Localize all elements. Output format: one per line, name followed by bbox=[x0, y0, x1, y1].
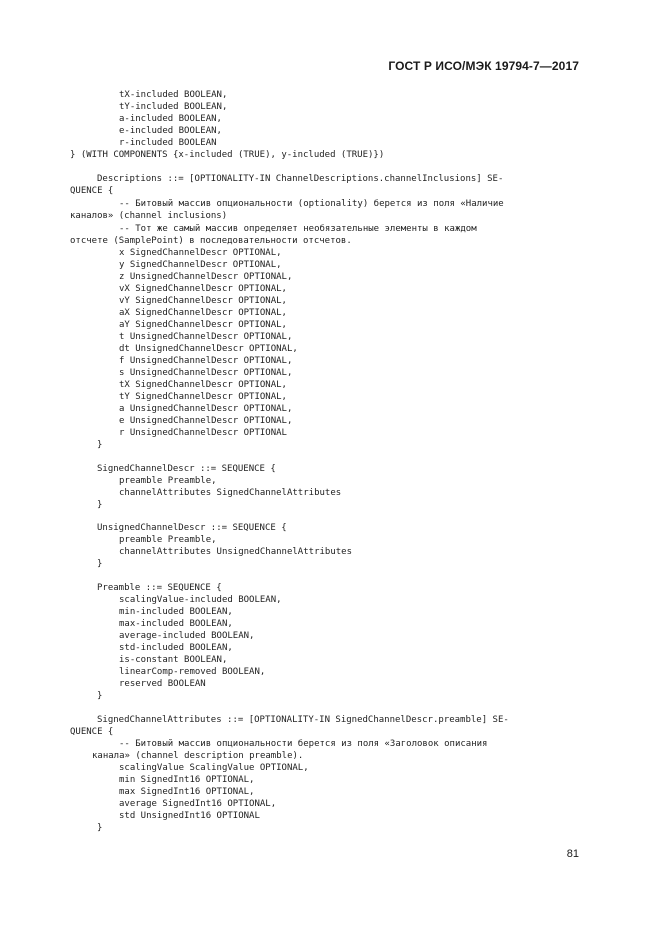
code-line: min SignedInt16 OPTIONAL, bbox=[119, 775, 255, 785]
code-line: Preamble ::= SEQUENCE { bbox=[97, 583, 222, 593]
code-line: aY SignedChannelDescr OPTIONAL, bbox=[119, 320, 287, 330]
code-line: tX SignedChannelDescr OPTIONAL, bbox=[119, 380, 287, 390]
code-line: max SignedInt16 OPTIONAL, bbox=[119, 787, 255, 797]
code-line: x SignedChannelDescr OPTIONAL, bbox=[119, 248, 282, 258]
code-line: linearComp-removed BOOLEAN, bbox=[119, 667, 266, 677]
code-line: preamble Preamble, bbox=[119, 476, 217, 486]
code-line: scalingValue-included BOOLEAN, bbox=[119, 595, 282, 605]
code-line: r UnsignedChannelDescr OPTIONAL bbox=[119, 428, 287, 438]
code-line: average-included BOOLEAN, bbox=[119, 631, 255, 641]
code-line: -- Тот же самый массив определяет необязательные элементы в каждом bbox=[119, 224, 477, 234]
code-line: tX-included BOOLEAN, bbox=[119, 90, 228, 100]
code-line: max-included BOOLEAN, bbox=[119, 619, 233, 629]
code-line: a-included BOOLEAN, bbox=[119, 114, 222, 124]
code-line: f UnsignedChannelDescr OPTIONAL, bbox=[119, 356, 293, 366]
code-line: min-included BOOLEAN, bbox=[119, 607, 233, 617]
code-line: } bbox=[97, 559, 103, 569]
code-line: e UnsignedChannelDescr OPTIONAL, bbox=[119, 416, 293, 426]
page-number: 81 bbox=[566, 848, 579, 860]
code-line: } bbox=[97, 823, 103, 833]
code-line: } (WITH COMPONENTS {x-included (TRUE), y-included (TRUE)}) bbox=[70, 150, 385, 160]
code-line: e-included BOOLEAN, bbox=[119, 126, 222, 136]
code-line: tY-included BOOLEAN, bbox=[119, 102, 228, 112]
code-line: channelAttributes SignedChannelAttributes bbox=[119, 488, 342, 498]
code-line: z UnsignedChannelDescr OPTIONAL, bbox=[119, 272, 293, 282]
code-line: } bbox=[97, 500, 103, 510]
code-line: UnsignedChannelDescr ::= SEQUENCE { bbox=[97, 523, 287, 533]
code-line: Descriptions ::= [OPTIONALITY-IN ChannelDescriptions.channelInclusions] SE- bbox=[97, 174, 504, 184]
code-line: } bbox=[97, 691, 103, 701]
code-line: QUENCE { bbox=[70, 186, 114, 196]
code-line: dt UnsignedChannelDescr OPTIONAL, bbox=[119, 344, 298, 354]
code-line: average SignedInt16 OPTIONAL, bbox=[119, 799, 277, 809]
code-line: s UnsignedChannelDescr OPTIONAL, bbox=[119, 368, 293, 378]
code-line: r-included BOOLEAN bbox=[119, 138, 217, 148]
code-line: -- Битовый массив опциональности (optionality) берется из поля «Наличие bbox=[119, 199, 504, 209]
code-line: vX SignedChannelDescr OPTIONAL, bbox=[119, 284, 287, 294]
code-line: QUENCE { bbox=[70, 727, 114, 737]
code-line: t UnsignedChannelDescr OPTIONAL, bbox=[119, 332, 293, 342]
code-line: reserved BOOLEAN bbox=[119, 679, 206, 689]
code-line: } bbox=[97, 440, 103, 450]
code-line: SignedChannelDescr ::= SEQUENCE { bbox=[97, 464, 276, 474]
document-header-title: ГОСТ Р ИСО/МЭК 19794-7—2017 bbox=[388, 59, 579, 73]
code-line: -- Битовый массив опциональности берется из поля «Заголовок описания bbox=[119, 739, 488, 749]
code-line: отсчете (SamplePoint) в последовательности отсчетов. bbox=[70, 236, 352, 246]
code-line: a UnsignedChannelDescr OPTIONAL, bbox=[119, 404, 293, 414]
code-line: vY SignedChannelDescr OPTIONAL, bbox=[119, 296, 287, 306]
code-line: channelAttributes UnsignedChannelAttributes bbox=[119, 547, 352, 557]
code-line: aX SignedChannelDescr OPTIONAL, bbox=[119, 308, 287, 318]
code-line: std-included BOOLEAN, bbox=[119, 643, 233, 653]
code-line: scalingValue ScalingValue OPTIONAL, bbox=[119, 763, 309, 773]
code-line: SignedChannelAttributes ::= [OPTIONALITY-IN SignedChannelDescr.preamble] SE- bbox=[97, 715, 509, 725]
code-line: preamble Preamble, bbox=[119, 535, 217, 545]
code-line: y SignedChannelDescr OPTIONAL, bbox=[119, 260, 282, 270]
code-line: каналов» (channel inclusions) bbox=[70, 211, 228, 221]
code-line: is-constant BOOLEAN, bbox=[119, 655, 228, 665]
code-line: std UnsignedInt16 OPTIONAL bbox=[119, 811, 260, 821]
code-line: tY SignedChannelDescr OPTIONAL, bbox=[119, 392, 287, 402]
code-line: канала» (channel description preamble). bbox=[92, 751, 304, 761]
